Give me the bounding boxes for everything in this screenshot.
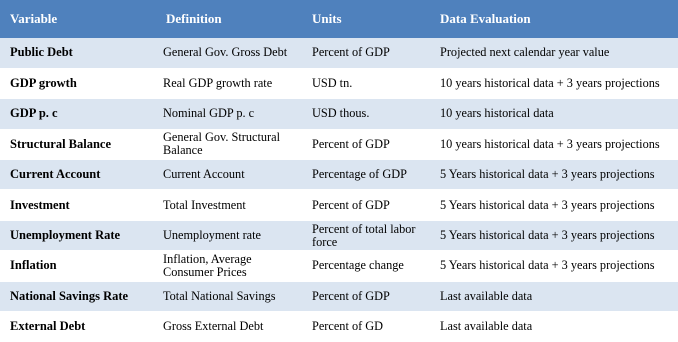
table-row [0,68,678,98]
table-row [0,160,678,190]
cell-units: USD thous. [302,99,430,129]
cell-definition: General Gov. Gross Debt [156,38,302,68]
table-row [0,312,678,342]
header-row [0,0,678,38]
table-row [0,190,678,220]
cell-variable: Public Debt [0,38,156,68]
cell-units: Percentage of GDP [302,160,430,190]
cell-evaluation: 10 years historical data [430,99,678,129]
cell-variable: Inflation [0,251,156,281]
cell-definition: Current Account [156,160,302,190]
cell-variable: Investment [0,190,156,220]
table-row [0,281,678,311]
header-units: Units [312,11,342,26]
table-row [0,220,678,250]
cell-evaluation: 10 years historical data + 3 years projections [430,68,678,98]
cell-definition: Real GDP growth rate [156,68,302,98]
table-body [0,38,678,342]
cell-definition: General Gov. Structural Balance [156,129,302,159]
cell-units: USD tn. [302,68,430,98]
cell-variable: GDP growth [0,68,156,98]
cell-variable: External Debt [0,312,156,342]
cell-variable: GDP p. c [0,99,156,129]
cell-units: Percentage change [302,251,430,281]
header-variable: Variable [10,11,58,26]
cell-variable: Structural Balance [0,129,156,159]
table-header [0,0,678,38]
cell-definition: Unemployment rate [156,220,302,250]
cell-evaluation: Last available data [430,312,678,342]
cell-evaluation: Projected next calendar year value [430,38,678,68]
cell-definition: Total National Savings [156,281,302,311]
table-row [0,38,678,68]
cell-variable: National Savings Rate [0,281,156,311]
table-row [0,99,678,129]
cell-evaluation: 5 Years historical data + 3 years projections [430,251,678,281]
cell-evaluation: 5 Years historical data + 3 years projections [430,190,678,220]
cell-units: Percent of GDP [302,190,430,220]
header-data-evaluation: Data Evaluation [440,11,531,26]
cell-variable: Unemployment Rate [0,220,156,250]
cell-units: Percent of GDP [302,129,430,159]
cell-variable: Current Account [0,160,156,190]
cell-units: Percent of GD [302,312,430,342]
cell-definition: Total Investment [156,190,302,220]
cell-definition: Inflation, Average Consumer Prices [156,251,302,281]
cell-definition: Nominal GDP p. c [156,99,302,129]
cell-evaluation: 10 years historical data + 3 years projections [430,129,678,159]
cell-definition: Gross External Debt [156,312,302,342]
cell-evaluation: 5 Years historical data + 3 years projections [430,160,678,190]
table-row [0,129,678,159]
cell-evaluation: 5 Years historical data + 3 years projections [430,220,678,250]
header-definition: Definition [166,11,222,26]
cell-evaluation: Last available data [430,281,678,311]
cell-units: Percent of GDP [302,281,430,311]
cell-units: Percent of total labor force [302,220,430,250]
table-row [0,251,678,281]
cell-units: Percent of GDP [302,38,430,68]
